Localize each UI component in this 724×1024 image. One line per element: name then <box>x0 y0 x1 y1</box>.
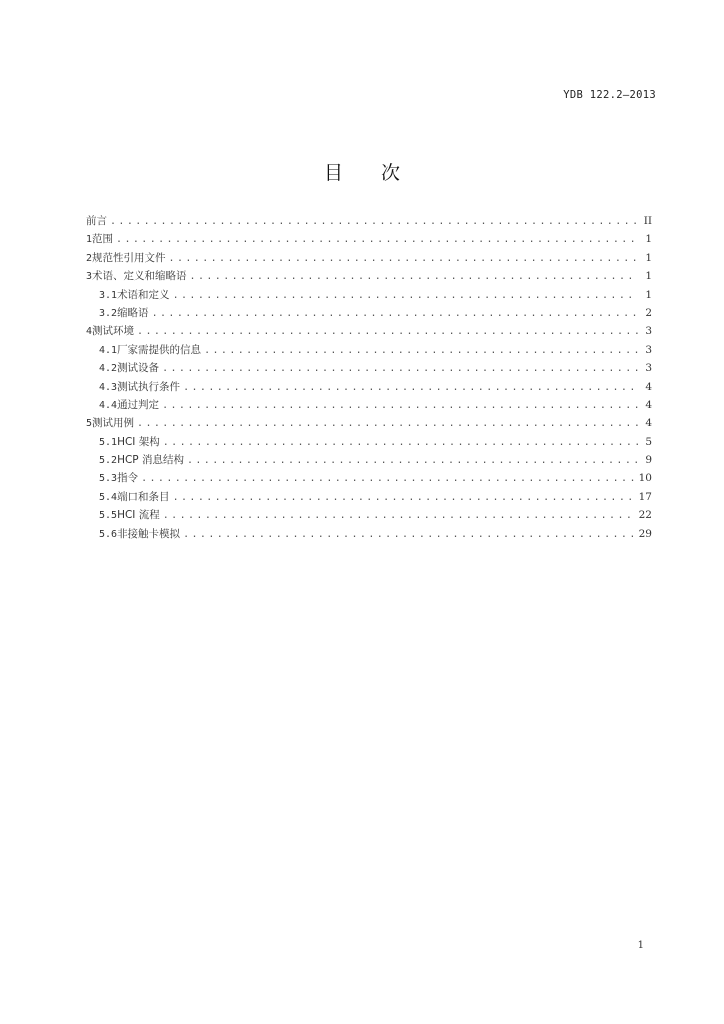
toc-entry-page: 10 <box>638 472 652 485</box>
toc-entry-page: 1 <box>645 270 652 283</box>
toc-entry-label: 范围 <box>92 233 114 246</box>
toc-entry-number: 5.3 <box>99 473 118 485</box>
toc-entry-number: 3.1 <box>99 289 118 301</box>
toc-dot-leader <box>183 526 635 543</box>
toc-dot-leader <box>137 415 638 432</box>
toc-entry[interactable] <box>86 488 652 506</box>
toc-entry[interactable] <box>86 414 652 432</box>
toc-entry-page: 3 <box>645 362 652 375</box>
toc-entry[interactable] <box>86 267 652 285</box>
toc-entry-label: 测试环境 <box>92 325 135 338</box>
toc-dot-leader <box>116 231 638 248</box>
toc-entry-number: 5.2 <box>99 455 118 467</box>
toc-dot-leader <box>110 213 638 230</box>
toc-entry-label: HCI 流程 <box>117 509 160 522</box>
toc-entry-page: II <box>643 215 652 227</box>
toc-entry-page: 4 <box>645 380 652 393</box>
toc-dot-leader <box>190 268 638 285</box>
toc-entry-label: 非接触卡模拟 <box>117 527 181 540</box>
toc-entry-label: 术语和定义 <box>117 288 170 301</box>
toc-entry-label: HCI 架构 <box>117 435 160 448</box>
toc-entry-label: 测试执行条件 <box>117 380 181 393</box>
toc-entry[interactable] <box>86 469 652 487</box>
toc-entry-number: 3 <box>86 271 93 283</box>
toc-dot-leader <box>183 379 638 396</box>
toc-dot-leader <box>163 507 635 524</box>
toc-entry[interactable] <box>86 249 652 267</box>
toc-entry-number: 4.3 <box>99 381 118 393</box>
toc-entry-label: 规范性引用文件 <box>92 251 166 264</box>
toc-entry-page: 2 <box>645 306 652 319</box>
toc-entry[interactable] <box>86 359 652 377</box>
toc-entry[interactable] <box>86 396 652 414</box>
toc-entry-page: 9 <box>645 454 652 467</box>
toc-entry-number: 3.2 <box>99 307 118 319</box>
toc-title: 目次 <box>323 162 438 184</box>
toc-entry-page: 5 <box>645 435 652 448</box>
toc-entry-label: 厂家需提供的信息 <box>117 343 202 356</box>
toc-dot-leader <box>204 342 638 359</box>
toc-entry-page: 1 <box>645 233 652 246</box>
toc-entry[interactable] <box>86 341 652 359</box>
toc-entry[interactable] <box>86 451 652 469</box>
toc-entry[interactable] <box>86 304 652 322</box>
toc-entry-label: 指令 <box>117 472 139 485</box>
toc-entry-number: 2 <box>86 252 93 264</box>
toc-entry-number: 1 <box>86 234 93 246</box>
toc-dot-leader <box>187 452 638 469</box>
toc-entry[interactable] <box>86 506 652 524</box>
toc-entry-label: 测试设备 <box>117 362 160 375</box>
toc-entry-page: 4 <box>645 417 652 430</box>
toc-entry[interactable] <box>86 525 652 543</box>
toc-dot-leader <box>162 397 638 414</box>
toc-entry[interactable] <box>86 230 652 248</box>
toc-entry-label: 缩略语 <box>117 306 149 319</box>
toc-entry-number: 5.6 <box>99 528 118 540</box>
toc-entry-page: 4 <box>645 398 652 411</box>
toc-entry[interactable] <box>86 212 652 230</box>
document-code: YDB 122.2—2013 <box>563 89 656 101</box>
toc-dot-leader <box>173 489 635 506</box>
toc-entry-number: 5 <box>86 418 93 430</box>
toc-entry-label: HCP 消息结构 <box>117 454 184 467</box>
toc-entry-page: 3 <box>645 343 652 356</box>
toc-entry[interactable] <box>86 286 652 304</box>
toc-entry-page: 17 <box>638 490 652 503</box>
toc-entry-page: 22 <box>638 509 652 522</box>
toc-entry-page: 29 <box>638 527 652 540</box>
toc-entry-number: 4.1 <box>99 344 118 356</box>
toc-entry-page: 3 <box>645 325 652 338</box>
toc-entry-label: 术语、定义和缩略语 <box>92 270 187 283</box>
toc-entry[interactable] <box>86 433 652 451</box>
toc-dot-leader <box>141 470 635 487</box>
toc-entry-number: 4.2 <box>99 363 118 375</box>
toc-entry-page: 1 <box>645 251 652 264</box>
toc-dot-leader <box>163 434 638 451</box>
toc-entry-label: 通过判定 <box>117 398 160 411</box>
toc-entry-number: 5.1 <box>99 436 118 448</box>
toc-entry[interactable] <box>86 378 652 396</box>
toc-entry-number: 4.4 <box>99 399 118 411</box>
toc-entry-label: 前言 <box>86 215 107 227</box>
toc-entry-number: 5.4 <box>99 491 118 503</box>
toc-entry-number: 4 <box>86 326 93 338</box>
toc-dot-leader <box>152 305 638 322</box>
toc-dot-leader <box>162 360 638 377</box>
table-of-contents <box>86 212 652 543</box>
toc-dot-leader <box>173 287 638 304</box>
page-number: 1 <box>637 940 644 951</box>
toc-entry-label: 测试用例 <box>92 417 135 430</box>
toc-entry-label: 端口和条目 <box>117 490 170 503</box>
toc-dot-leader <box>169 250 638 267</box>
toc-entry[interactable] <box>86 322 652 340</box>
toc-entry-page: 1 <box>645 288 652 301</box>
toc-dot-leader <box>137 323 638 340</box>
toc-entry-number: 5.5 <box>99 510 118 522</box>
